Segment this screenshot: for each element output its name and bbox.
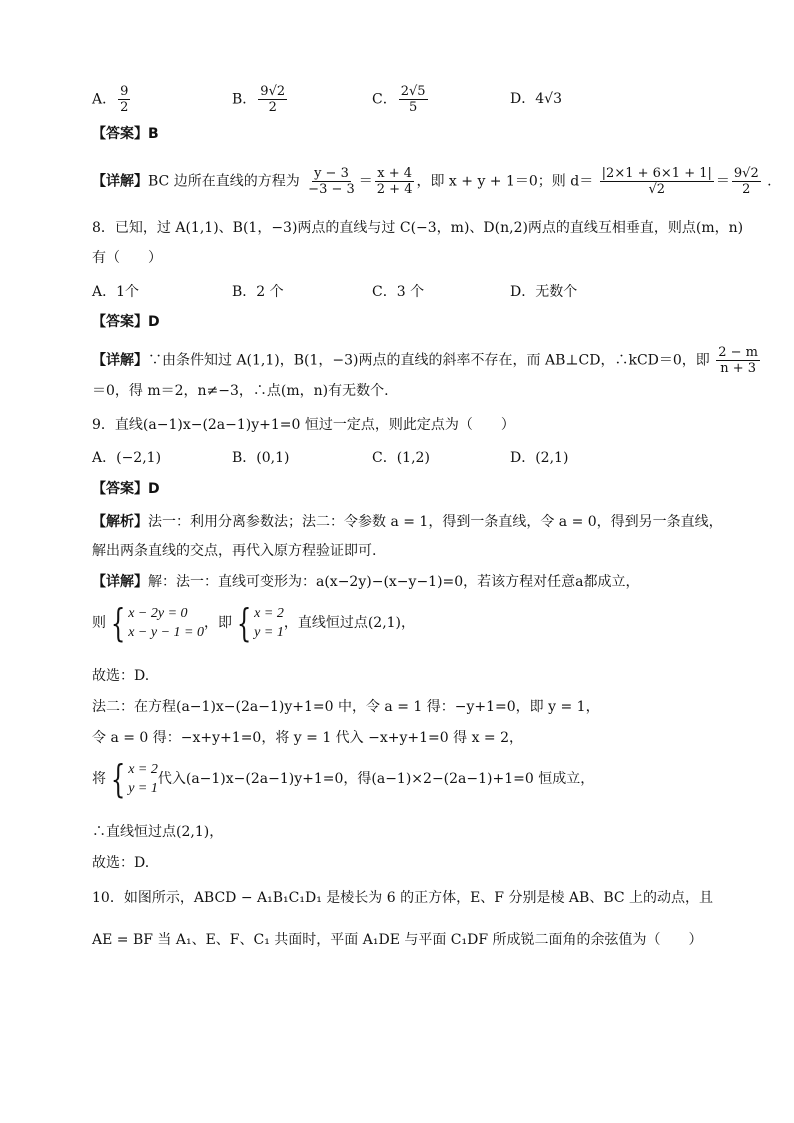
method2-conclude: ∴直线恒过点(2,1)， <box>92 824 224 840</box>
q9-option-a: A．(−2,1) <box>92 450 162 466</box>
detail-q8-2: ＝0，得 m＝2，n≠−3，∴点(m，n)有无数个. <box>92 383 389 399</box>
q8-option-d: D．无数个 <box>510 284 578 300</box>
q9-stem: 9．直线(a−1)x−(2a−1)y+1=0 恒过一定点，则此定点为（ ） <box>92 417 515 433</box>
option-d: D．4√3 <box>510 91 562 107</box>
choose-q9-1: 故选：D. <box>92 668 150 684</box>
q9-option-d: D．(2,1) <box>510 450 569 466</box>
answer-q7: 【答案】B <box>92 126 159 142</box>
choose-q9-2: 故选：D. <box>92 855 150 871</box>
q8-option-c: C．3 个 <box>372 284 425 300</box>
q10-stem: 10．如图所示，ABCD − A₁B₁C₁D₁ 是棱长为 6 的正方体，E、F 分别是棱 AB、BC 上的动点，且 <box>92 890 714 906</box>
q8-option-b: B．2 个 <box>232 284 284 300</box>
detail-q7: 【详解】BC 边所在直线的方程为 $\frac{y - 3}{-3 - 3}$ ＝ $\frac{x + 4}{2 + 4}$ ，即 x + y + 1＝0；则 d＝ $\frac{|2\times 1 + 6\times 1 + 1|}{√2}$ ＝ $\frac{9√2}{2}$ . <box>92 166 772 197</box>
method2-line2: 令 a = 0 得：−x+y+1=0，将 y = 1 代入 −x+y+1=0 得 x = 2， <box>92 730 523 746</box>
q8-option-a: A．1个 <box>92 284 140 300</box>
q8-stem-2: 有（ ） <box>92 250 162 266</box>
option-b: B． $\frac{9√2}{2}$ <box>232 84 286 115</box>
q8-stem: 8．已知，过 A(1,1)、B(1，−3)两点的直线与过 C(−3，m)、D(n,2)两点的直线互相垂直，则点(m，n) <box>92 220 744 236</box>
method2-substitute: 将 { x = 2 y = 1 代入(a−1)x−(2a−1)y+1=0，得(a−1)×2−(2a−1)+1=0 恒成立， <box>92 757 595 801</box>
analysis-q9-2: 解出两条直线的交点，再代入原方程验证即可. <box>92 543 377 559</box>
detail-q9: 【详解】解：法一：直线可变形为：a(x−2y)−(x−y−1)=0，若该方程对任意a都成立， <box>92 574 640 590</box>
answer-q9: 【答案】D <box>92 481 160 497</box>
q10-stem-2: AE = BF 当 A₁、E、F、C₁ 共面时，平面 A₁DE 与平面 C₁DF 所成锐二面角的余弦值为（ ） <box>92 932 703 948</box>
method2-line1: 法二：在方程(a−1)x−(2a−1)y+1=0 中，令 a = 1 得：−y+1=0，即 y = 1， <box>92 699 600 715</box>
q9-option-b: B．(0,1) <box>232 450 290 466</box>
detail-q9-system: 则 { x − 2y = 0 x − y − 1 = 0 ，即 { x = 2 y = 1 ，直线恒过点(2,1)， <box>92 601 416 645</box>
q9-option-c: C．(1,2) <box>372 450 430 466</box>
answer-q8: 【答案】D <box>92 314 160 330</box>
option-a: A． $\frac{9}{2}$ <box>92 84 129 115</box>
option-c: C． $\frac{2√5}{5}$ <box>372 84 426 115</box>
analysis-q9: 【解析】法一：利用分离参数法；法二：令参数 a = 1，得到一条直线，令 a = 0，得到另一条直线， <box>92 514 723 530</box>
detail-q8: 【详解】∵由条件知过 A(1,1)，B(1，−3)两点的直线的斜率不存在，而 AB⊥CD，∴kCD＝0，即 $\frac{2 - m}{n + 3}$ <box>92 345 759 376</box>
